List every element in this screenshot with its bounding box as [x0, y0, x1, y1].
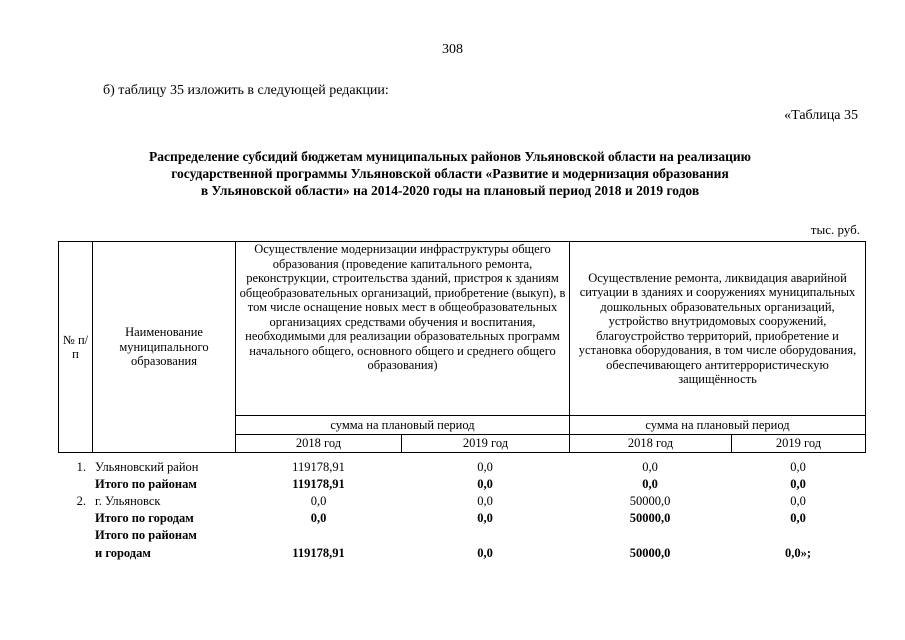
row-name: Ульяновский район	[95, 460, 199, 474]
header-year-2019-a: 2019 год	[402, 435, 570, 453]
row-value: 0,0	[790, 460, 806, 474]
row-value: 50000,0	[629, 511, 671, 525]
intro-text: б) таблицу 35 изложить в следующей редакции:	[103, 83, 389, 98]
row-num: 2.	[76, 494, 86, 508]
row-value: 0,0	[477, 511, 493, 525]
header-sub-period-1: сумма на плановый период	[236, 416, 570, 435]
table-row	[58, 493, 865, 510]
table-row-subtotal	[58, 510, 865, 527]
subsidy-table-header	[58, 241, 866, 453]
row-value: 0,0	[310, 511, 327, 525]
table-reference: «Таблица 35	[784, 108, 858, 123]
header-num: № п/п	[59, 242, 93, 453]
row-value: 0,0	[477, 477, 493, 491]
table-row	[58, 459, 865, 476]
row-value: 0,0	[642, 477, 658, 491]
table-title	[100, 148, 800, 199]
row-name: Итого по районам	[95, 477, 197, 491]
header-year-2019-b: 2019 год	[732, 435, 866, 453]
row-value: 119178,91	[292, 460, 345, 474]
total-name-line-2: и городам	[95, 546, 151, 560]
row-name: Итого по городам	[95, 511, 194, 525]
header-year-2018-b: 2018 год	[570, 435, 732, 453]
header-year-2018-a: 2018 год	[236, 435, 402, 453]
row-value: 119178,91	[292, 477, 345, 491]
row-value: 0,0	[477, 460, 493, 474]
table-row-subtotal	[58, 476, 865, 493]
row-num: 1.	[76, 460, 86, 474]
header-group-repair: Осуществление ремонта, ликвидация аварийной ситуации в зданиях и сооружениях муниципальных дошкольных образовательных организаций, устройство внутридомовых сооружений, благоустройство территорий, приобретение и установка оборудования, в том числе оборудования, обеспечивающего антитеррористическую защищённость	[570, 242, 866, 416]
title-line-2: государственной программы Ульяновской области «Развитие и модернизация образования	[171, 166, 729, 181]
header-name: Наименование муниципального образования	[93, 242, 236, 453]
header-group-modernization: Осуществление модернизации инфраструктуры общего образования (проведение капитального ремонта, реконструкции, строительства зданий, пристроя к зданиям общеобразовательных организаций, приобретение (выкуп), в том числе оснащение новых мест в общеобразовательных организациях средствами обучения и воспитания, необходимыми для реализации образовательных программ начального общего, основного общего и среднего общего образования)	[236, 242, 570, 416]
total-value: 0,0»;	[784, 546, 812, 560]
row-value: 0,0	[642, 460, 658, 474]
total-name-line-1: Итого по районам	[95, 528, 197, 542]
row-value: 0,0	[310, 494, 327, 508]
row-name: г. Ульяновск	[95, 494, 161, 508]
row-value: 50000,0	[629, 494, 671, 508]
row-value: 0,0	[790, 511, 806, 525]
header-sub-period-2: сумма на плановый период	[570, 416, 866, 435]
units-label: тыс. руб.	[810, 222, 860, 237]
total-value: 119178,91	[292, 546, 345, 560]
total-value: 0,0	[477, 546, 493, 560]
total-value: 50000,0	[629, 546, 671, 560]
row-value: 0,0	[477, 494, 493, 508]
page-number: 308	[442, 42, 463, 57]
row-value: 0,0	[790, 477, 806, 491]
title-line-1: Распределение субсидий бюджетам муниципальных районов Ульяновской области на реализацию	[149, 149, 751, 164]
row-value: 0,0	[790, 494, 806, 508]
table-row-total-line1	[58, 527, 865, 544]
title-line-3: в Ульяновской области» на 2014-2020 годы на плановый период 2018 и 2019 годов	[200, 183, 700, 198]
table-row-total	[58, 545, 865, 562]
